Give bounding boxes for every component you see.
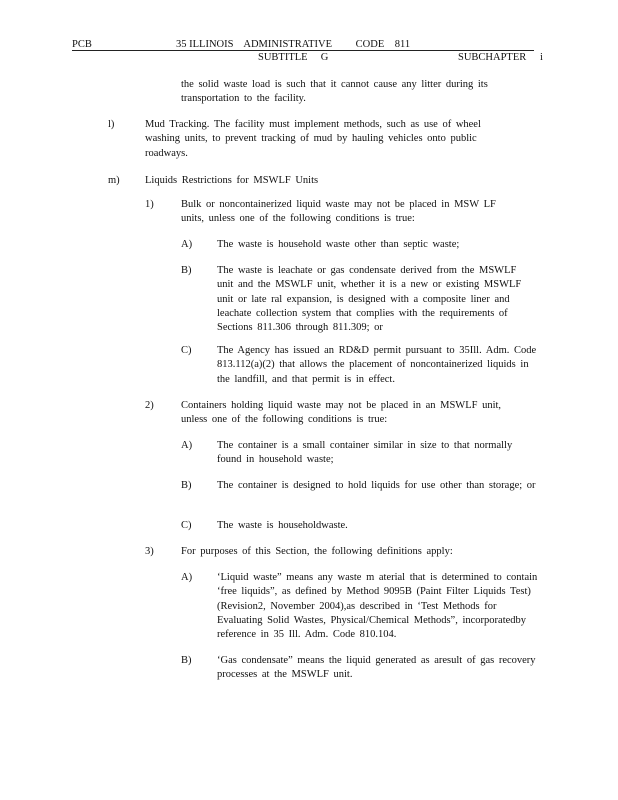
- item-2c-label: C): [181, 520, 192, 531]
- section-m-label: m): [108, 175, 120, 186]
- header-pcb: PCB: [72, 39, 92, 50]
- item-3a-label: A): [181, 572, 193, 583]
- item-1b-text: The waste is leachate or gas condensate derived from the MSWLF unit and the MSWLF unit, whether it is a new or existing MSWLF unit or late ral expansion, is designed with a composite liner and leachate collection system that complies with the requirements of Sections 811.306 through 811.309; or: [217, 265, 522, 334]
- item-1-text: Bulk or noncontainerized liquid waste may not be placed in MSW LF units, unless one of the following conditions is true:: [181, 199, 496, 225]
- section-l-label: l): [108, 119, 115, 130]
- item-2a-text: The container is a small container similar in size to that normally found in household waste;: [217, 440, 513, 466]
- item-3a-text: ‘Liquid waste” means any waste m aterial that is determined to contain ‘free liquids”, as defined by Method 9095B (Paint Filter Liquids Test) (Revision2, November 2004),as described in ‘Test Methods for Evaluating Solid Wastes, Physical/Chemical Methods”, incorporatedby reference in 35 Ill. Adm. Code 810.104.: [217, 572, 538, 641]
- item-3-label: 3): [145, 546, 154, 557]
- header-subchapter: SUBCHAPTER: [458, 52, 527, 63]
- item-1a-label: A): [181, 239, 193, 250]
- continuation-paragraph: the solid waste load is such that it cannot cause any litter during its transportation to the facility.: [181, 79, 488, 105]
- header-rule: [72, 50, 534, 51]
- section-m-heading: Liquids Restrictions for MSWLF Units: [145, 175, 319, 186]
- item-2a-label: A): [181, 440, 193, 451]
- header-title: 35 ILLINOIS ADMINISTRATIVE CODE 811: [176, 39, 411, 50]
- section-l-text: Mud Tracking. The facility must implement methods, such as use of wheel washing units, to prevent tracking of mud by hauling vehicles onto public roadways.: [145, 119, 481, 159]
- header-subchapter-letter: i: [540, 52, 543, 63]
- item-1b-label: B): [181, 265, 192, 276]
- item-1c-text: The Agency has issued an RD&D permit pursuant to 35Ill. Adm. Code 813.112(a)(2) that allows the placement of noncontainerized liquids in the landfill, and that permit is in effect.: [217, 345, 537, 385]
- item-3-text: For purposes of this Section, the following definitions apply:: [181, 546, 453, 557]
- item-2b-label: B): [181, 480, 192, 491]
- item-2-text: Containers holding liquid waste may not be placed in an MSWLF unit, unless one of the following conditions is true:: [181, 400, 502, 426]
- header-subtitle: SUBTITLE G: [258, 52, 329, 63]
- item-2c-text: The waste is householdwaste.: [217, 520, 348, 531]
- item-3b-text: ‘Gas condensate” means the liquid generated as aresult of gas recovery processes at the MSWLF unit.: [217, 655, 536, 681]
- item-2-label: 2): [145, 400, 154, 411]
- item-3b-label: B): [181, 655, 192, 666]
- item-1a-text: The waste is household waste other than septic waste;: [217, 239, 460, 250]
- item-2b-text: The container is designed to hold liquids for use other than storage; or: [217, 480, 536, 491]
- item-1c-label: C): [181, 345, 192, 356]
- item-1-label: 1): [145, 199, 154, 210]
